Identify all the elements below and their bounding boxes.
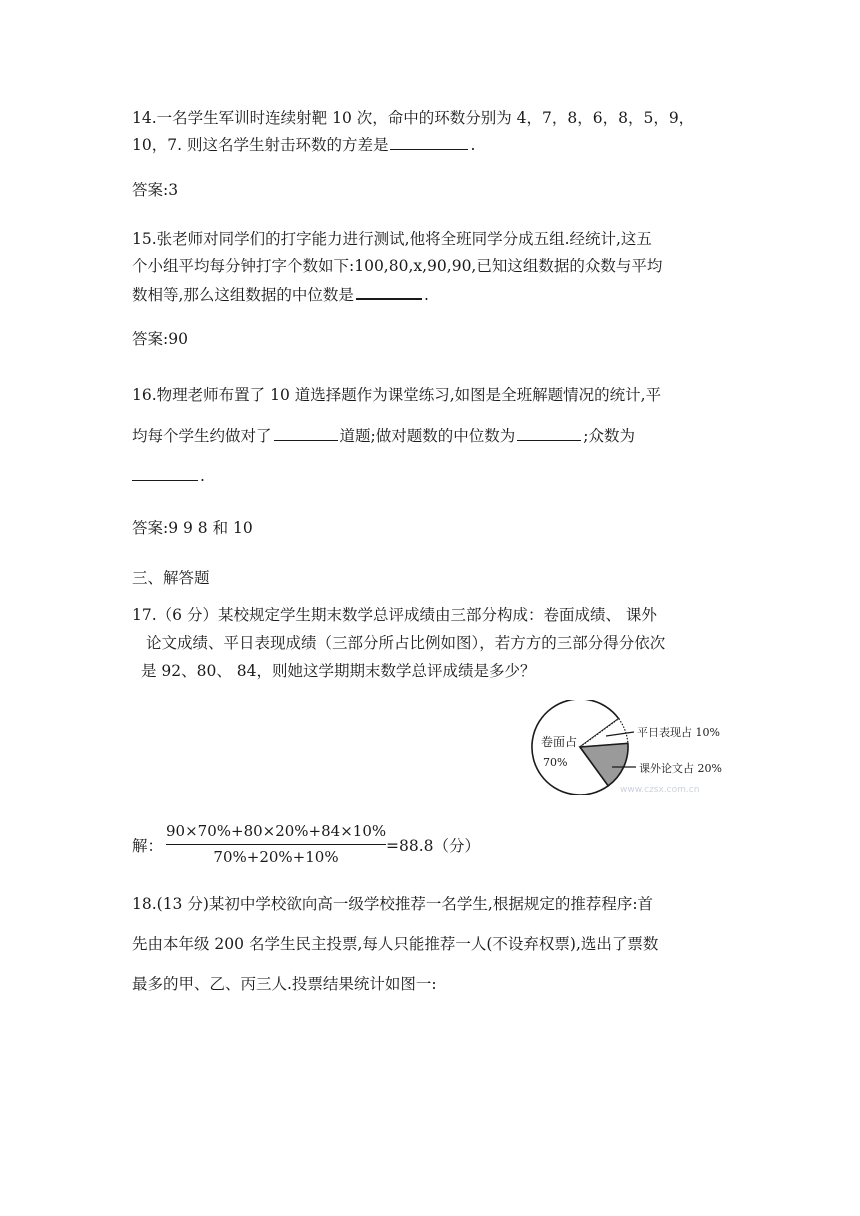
pie-label-essay: 课外论文占 20% [639, 762, 722, 775]
q16-line1: 16.物理老师布置了 10 道选择题作为课堂练习,如图是全班解题情况的统计,平 [132, 386, 662, 404]
q17-solution-label: 解： [132, 837, 164, 855]
answer-blank [390, 134, 468, 150]
q14-line2-end: . [470, 136, 476, 154]
q14-line2 [132, 134, 475, 155]
q15-line3 [132, 283, 429, 305]
q16-answer: 答案:9 9 8 和 10 [132, 519, 253, 537]
fraction-denominator: 70%+20%+10% [213, 848, 339, 866]
answer-blank [356, 283, 422, 300]
pie-watermark: www.czsx.com.cn [620, 785, 700, 795]
q17-line1: 17.（6 分）某校规定学生期末数学总评成绩由三部分构成：卷面成绩、 课外 [132, 606, 657, 624]
q16-line2-a: 均每个学生约做对了 [132, 427, 272, 445]
q15-line3-text: 数相等,那么这组数据的中位数是 [132, 286, 354, 304]
pie-label-daily: 平日表现占 10% [637, 726, 720, 739]
q15-line3-end: . [423, 286, 429, 304]
q14-answer: 答案:3 [132, 181, 179, 199]
q17-line2: 论文成绩、平日表现成绩（三部分所占比例如图），若方方的三部分得分依次 [146, 634, 666, 652]
q15-answer: 答案:90 [132, 330, 188, 348]
q15-line1: 15.张老师对同学们的打字能力进行测试,他将全班同学分成五组.经统计,这五 [132, 230, 652, 248]
fraction-bar [166, 844, 386, 845]
answer-blank [132, 465, 198, 481]
q14-line2-text: 10，7. 则这名学生射击环数的方差是 [132, 136, 389, 154]
q17-result: =88.8（分） [386, 837, 480, 855]
fraction-numerator: 90×70%+80×20%+84×10% [166, 822, 387, 840]
q16-line2-c: ;众数为 [583, 427, 635, 445]
q18-line2: 先由本年级 200 名学生民主投票,每人只能推荐一人(不设弃权票),选出了票数 [132, 935, 659, 953]
pie-chart [530, 700, 730, 795]
q18-line3: 最多的甲、乙、丙三人.投票结果统计如图一: [132, 975, 437, 993]
q15-line2: 个小组平均每分钟打字个数如下:100,80,x,90,90,已知这组数据的众数与平均 [132, 257, 663, 275]
q17-line3: 是 92、80、 84，则她这学期期末数学总评成绩是多少？ [141, 662, 536, 680]
q16-line2-b: 道题;做对题数的中位数为 [339, 427, 516, 445]
q16-line3-end: . [200, 467, 205, 485]
q16-line3 [132, 465, 205, 486]
section-heading: 三、解答题 [132, 569, 210, 587]
answer-blank [517, 425, 581, 441]
q14-line1: 14.一名学生军训时连续射靶 10 次，命中的环数分别为 4，7，8，6，8，5，9， [132, 109, 695, 127]
answer-blank [274, 425, 338, 441]
q18-line1: 18.(13 分)某初中学校欲向高一级学校推荐一名学生,根据规定的推荐程序:首 [132, 895, 654, 913]
pie-label-exam-2: 70% [543, 756, 568, 769]
q16-line2 [132, 425, 635, 446]
pie-label-exam-1: 卷面占 [541, 735, 578, 749]
